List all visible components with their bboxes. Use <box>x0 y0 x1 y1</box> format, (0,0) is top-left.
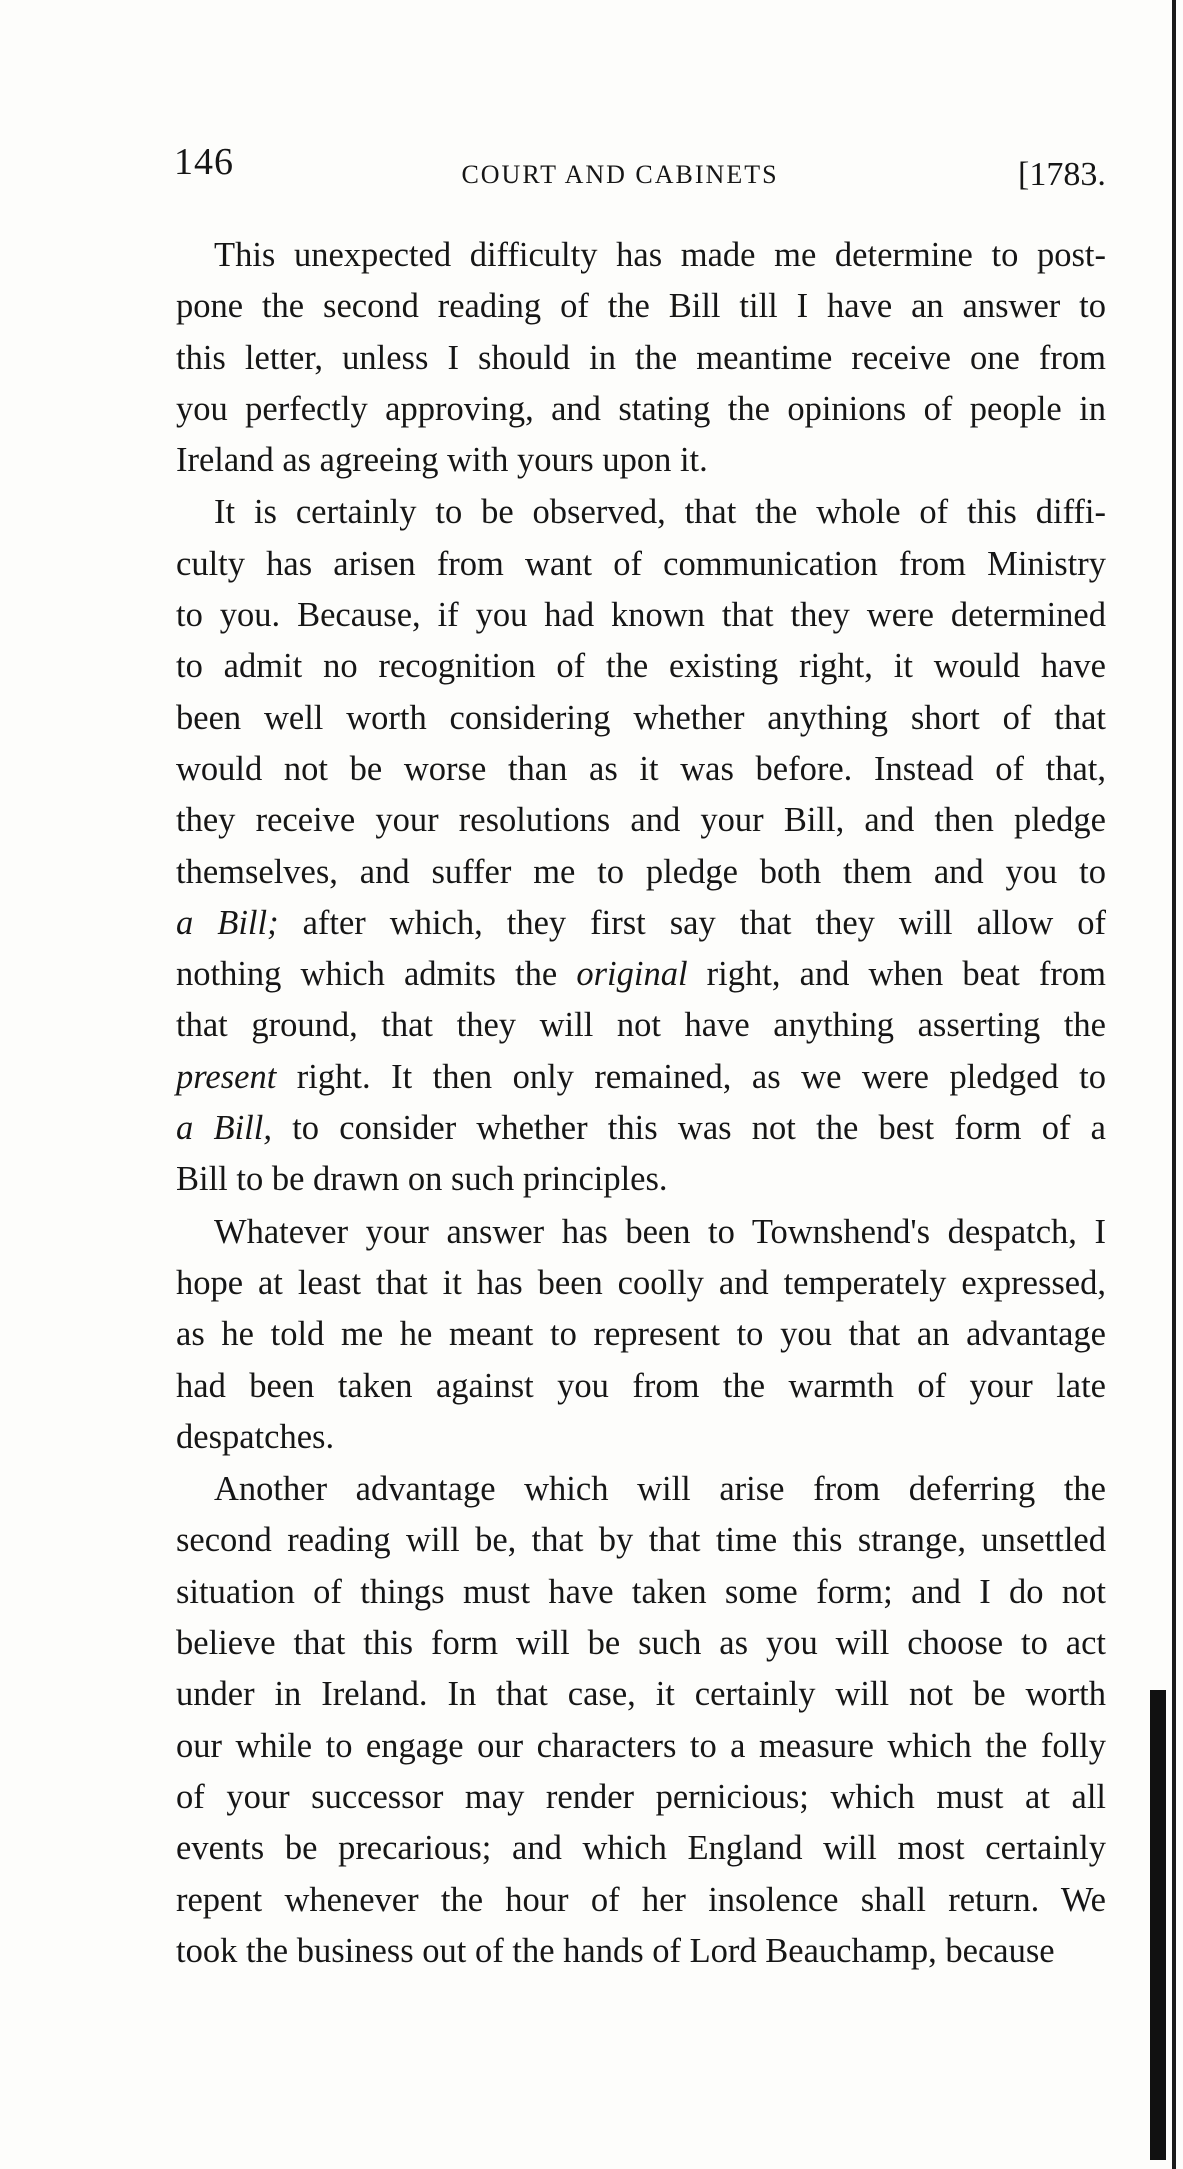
text-line <box>176 1154 1106 1205</box>
text-line <box>176 1361 1106 1412</box>
text-line <box>176 1618 1106 1669</box>
text-line <box>176 1103 1106 1154</box>
text-segment: to you. Because, if you had known that they were determined <box>176 596 1106 635</box>
text-line <box>176 590 1106 641</box>
text-line <box>176 230 1106 281</box>
text-segment: Another advantage which will arise from deferring the <box>214 1470 1106 1509</box>
text-segment: had been taken against you from the warmth of your late <box>176 1366 1106 1405</box>
text-segment: hope at least that it has been coolly and temperately expressed, <box>176 1263 1106 1302</box>
text-segment: you perfectly approving, and stating the opinions of people in <box>176 389 1106 428</box>
text-line <box>176 1052 1106 1103</box>
text-segment: Bill to be drawn on such principles. <box>176 1160 668 1199</box>
paragraph <box>176 487 1106 1205</box>
paragraph <box>176 1464 1106 1977</box>
text-segment: of your successor may render pernicious; which must at all <box>176 1777 1106 1816</box>
binding-edge <box>1172 0 1176 2169</box>
italic-text: a Bill, <box>176 1109 272 1148</box>
text-segment: this letter, unless I should in the meantime receive one from <box>176 338 1106 377</box>
text-line <box>176 281 1106 332</box>
text-line <box>176 384 1106 435</box>
text-segment: This unexpected difficulty has made me determine to post- <box>214 236 1106 274</box>
text-segment: second reading will be, that by that time this strange, unsettled <box>176 1521 1106 1560</box>
text-line <box>176 1875 1106 1926</box>
text-segment: right, and when beat from <box>687 955 1106 994</box>
text-segment: culty has arisen from want of communication from Ministry <box>176 544 1106 583</box>
text-segment: Whatever your answer has been to Townshend's despatch, I <box>214 1212 1106 1251</box>
text-segment: despatches. <box>176 1417 335 1456</box>
text-line <box>176 693 1106 744</box>
text-segment: repent whenever the hour of her insolence shall return. We <box>176 1880 1106 1919</box>
text-line <box>176 1412 1106 1463</box>
text-segment: to admit no recognition of the existing right, it would have <box>176 647 1106 686</box>
text-segment: took the business out of the hands of Lord Beauchamp, because <box>176 1931 1055 1970</box>
text-segment: that ground, that they will not have anything asserting the <box>176 1006 1106 1045</box>
text-segment: believe that this form will be such as you will choose to act <box>176 1624 1106 1663</box>
page-number: 146 <box>174 141 234 183</box>
text-line <box>176 1309 1106 1360</box>
text-line <box>176 1567 1106 1618</box>
paragraph <box>176 1207 1106 1463</box>
running-title: COURT AND CABINETS <box>461 160 779 189</box>
year-marker: [1783. <box>1018 156 1106 193</box>
text-segment: under in Ireland. In that case, it certainly will not be worth <box>176 1675 1106 1714</box>
text-line <box>176 1772 1106 1823</box>
text-segment: after which, they first say that they will allow of <box>278 903 1106 942</box>
text-line <box>176 744 1106 795</box>
text-segment: to consider whether this was not the best form of a <box>271 1109 1106 1148</box>
text-line <box>176 1515 1106 1566</box>
text-segment: pone the second reading of the Bill till I have an answer to <box>176 287 1106 326</box>
text-line <box>176 1258 1106 1309</box>
text-line <box>176 898 1106 949</box>
italic-text: original <box>576 955 688 994</box>
text-segment: right. It then only remained, as we were pledged to <box>276 1057 1106 1096</box>
text-segment: they receive your resolutions and your Bill, and then pledge <box>176 801 1106 840</box>
text-line <box>176 1464 1106 1515</box>
text-segment: nothing which admits the <box>176 955 577 994</box>
binding-edge-shadow <box>1150 1690 1166 2160</box>
text-line <box>176 1000 1106 1051</box>
text-segment: would not be worse than as it was before. Instead of that, <box>176 749 1106 788</box>
body-text <box>176 230 1106 1977</box>
italic-text: a Bill; <box>176 903 279 942</box>
text-line <box>176 539 1106 590</box>
text-line <box>176 1207 1106 1258</box>
text-segment: our while to engage our characters to a measure which the folly <box>176 1726 1106 1765</box>
text-line <box>176 487 1106 538</box>
paragraph <box>176 230 1106 486</box>
text-segment: events be precarious; and which England will most certainly <box>176 1829 1106 1868</box>
text-segment: as he told me he meant to represent to you that an advantage <box>176 1315 1106 1354</box>
page-header <box>0 140 1183 200</box>
text-line <box>176 641 1106 692</box>
text-line <box>176 435 1106 486</box>
text-line <box>176 1926 1106 1977</box>
text-segment: themselves, and suffer me to pledge both them and you to <box>176 852 1106 891</box>
text-segment: It is certainly to be observed, that the whole of this diffi- <box>214 493 1106 532</box>
text-line <box>176 1823 1106 1874</box>
text-line <box>176 1721 1106 1772</box>
text-line <box>176 949 1106 1000</box>
text-line <box>176 795 1106 846</box>
text-line <box>176 1669 1106 1720</box>
text-line <box>176 847 1106 898</box>
italic-text: present <box>176 1057 277 1096</box>
text-line <box>176 333 1106 384</box>
text-segment: Ireland as agreeing with yours upon it. <box>176 441 708 480</box>
text-segment: been well worth considering whether anything short of that <box>176 698 1106 737</box>
text-segment: situation of things must have taken some form; and I do not <box>176 1572 1106 1611</box>
